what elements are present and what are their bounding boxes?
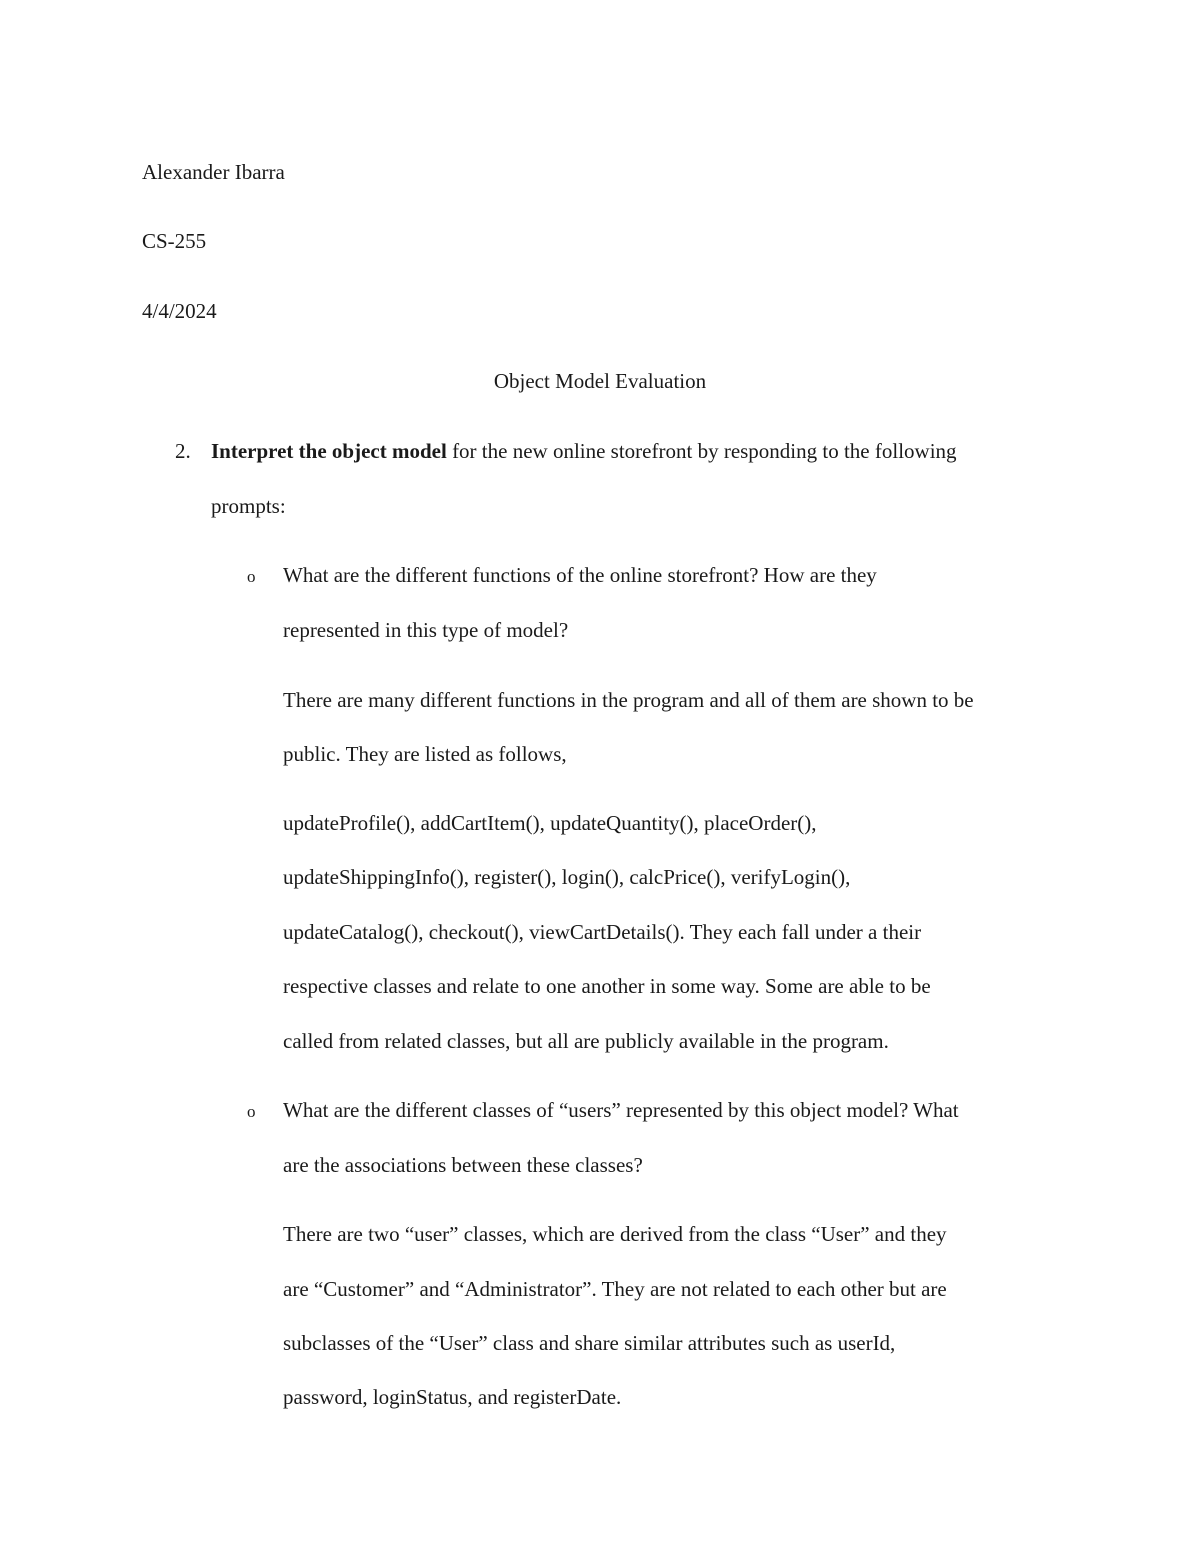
answer-line: password, loginStatus, and registerDate. <box>283 1385 622 1409</box>
document-date: 4/4/2024 <box>142 299 217 323</box>
course-code: CS-255 <box>142 229 207 253</box>
answer-line: subclasses of the “User” class and share similar attributes such as userId, <box>283 1331 896 1355</box>
question-line: are the associations between these classes? <box>283 1153 643 1177</box>
prompt-heading-rest: for the new online storefront by responding to the following <box>446 439 957 463</box>
answer-line: are “Customer” and “Administrator”. They are not related to each other but are <box>283 1277 947 1301</box>
bullet-marker: o <box>247 567 256 586</box>
answer-line: updateShippingInfo(), register(), login(), calcPrice(), verifyLogin(), <box>283 865 851 889</box>
bullet-marker: o <box>247 1102 256 1121</box>
question-line: What are the different classes of “users” represented by this object model? What <box>283 1098 959 1122</box>
prompt-heading-continued: prompts: <box>211 494 286 518</box>
answer-line: called from related classes, but all are publicly available in the program. <box>283 1029 889 1053</box>
document-title: Object Model Evaluation <box>493 369 707 393</box>
prompt-heading <box>211 439 957 463</box>
answer-line: There are many different functions in the program and all of them are shown to be <box>283 688 974 712</box>
answer-line: updateProfile(), addCartItem(), updateQuantity(), placeOrder(), <box>283 811 817 835</box>
question-line: represented in this type of model? <box>283 618 569 642</box>
list-number: 2. <box>175 439 191 463</box>
answer-line: updateCatalog(), checkout(), viewCartDetails(). They each fall under a their <box>283 920 922 944</box>
question-line: What are the different functions of the online storefront? How are they <box>283 563 877 587</box>
author-name: Alexander Ibarra <box>142 160 285 184</box>
answer-line: respective classes and relate to one another in some way. Some are able to be <box>283 974 931 998</box>
answer-line: public. They are listed as follows, <box>283 742 567 766</box>
prompt-heading-bold: Interpret the object model <box>211 439 447 463</box>
answer-line: There are two “user” classes, which are derived from the class “User” and they <box>283 1222 947 1246</box>
